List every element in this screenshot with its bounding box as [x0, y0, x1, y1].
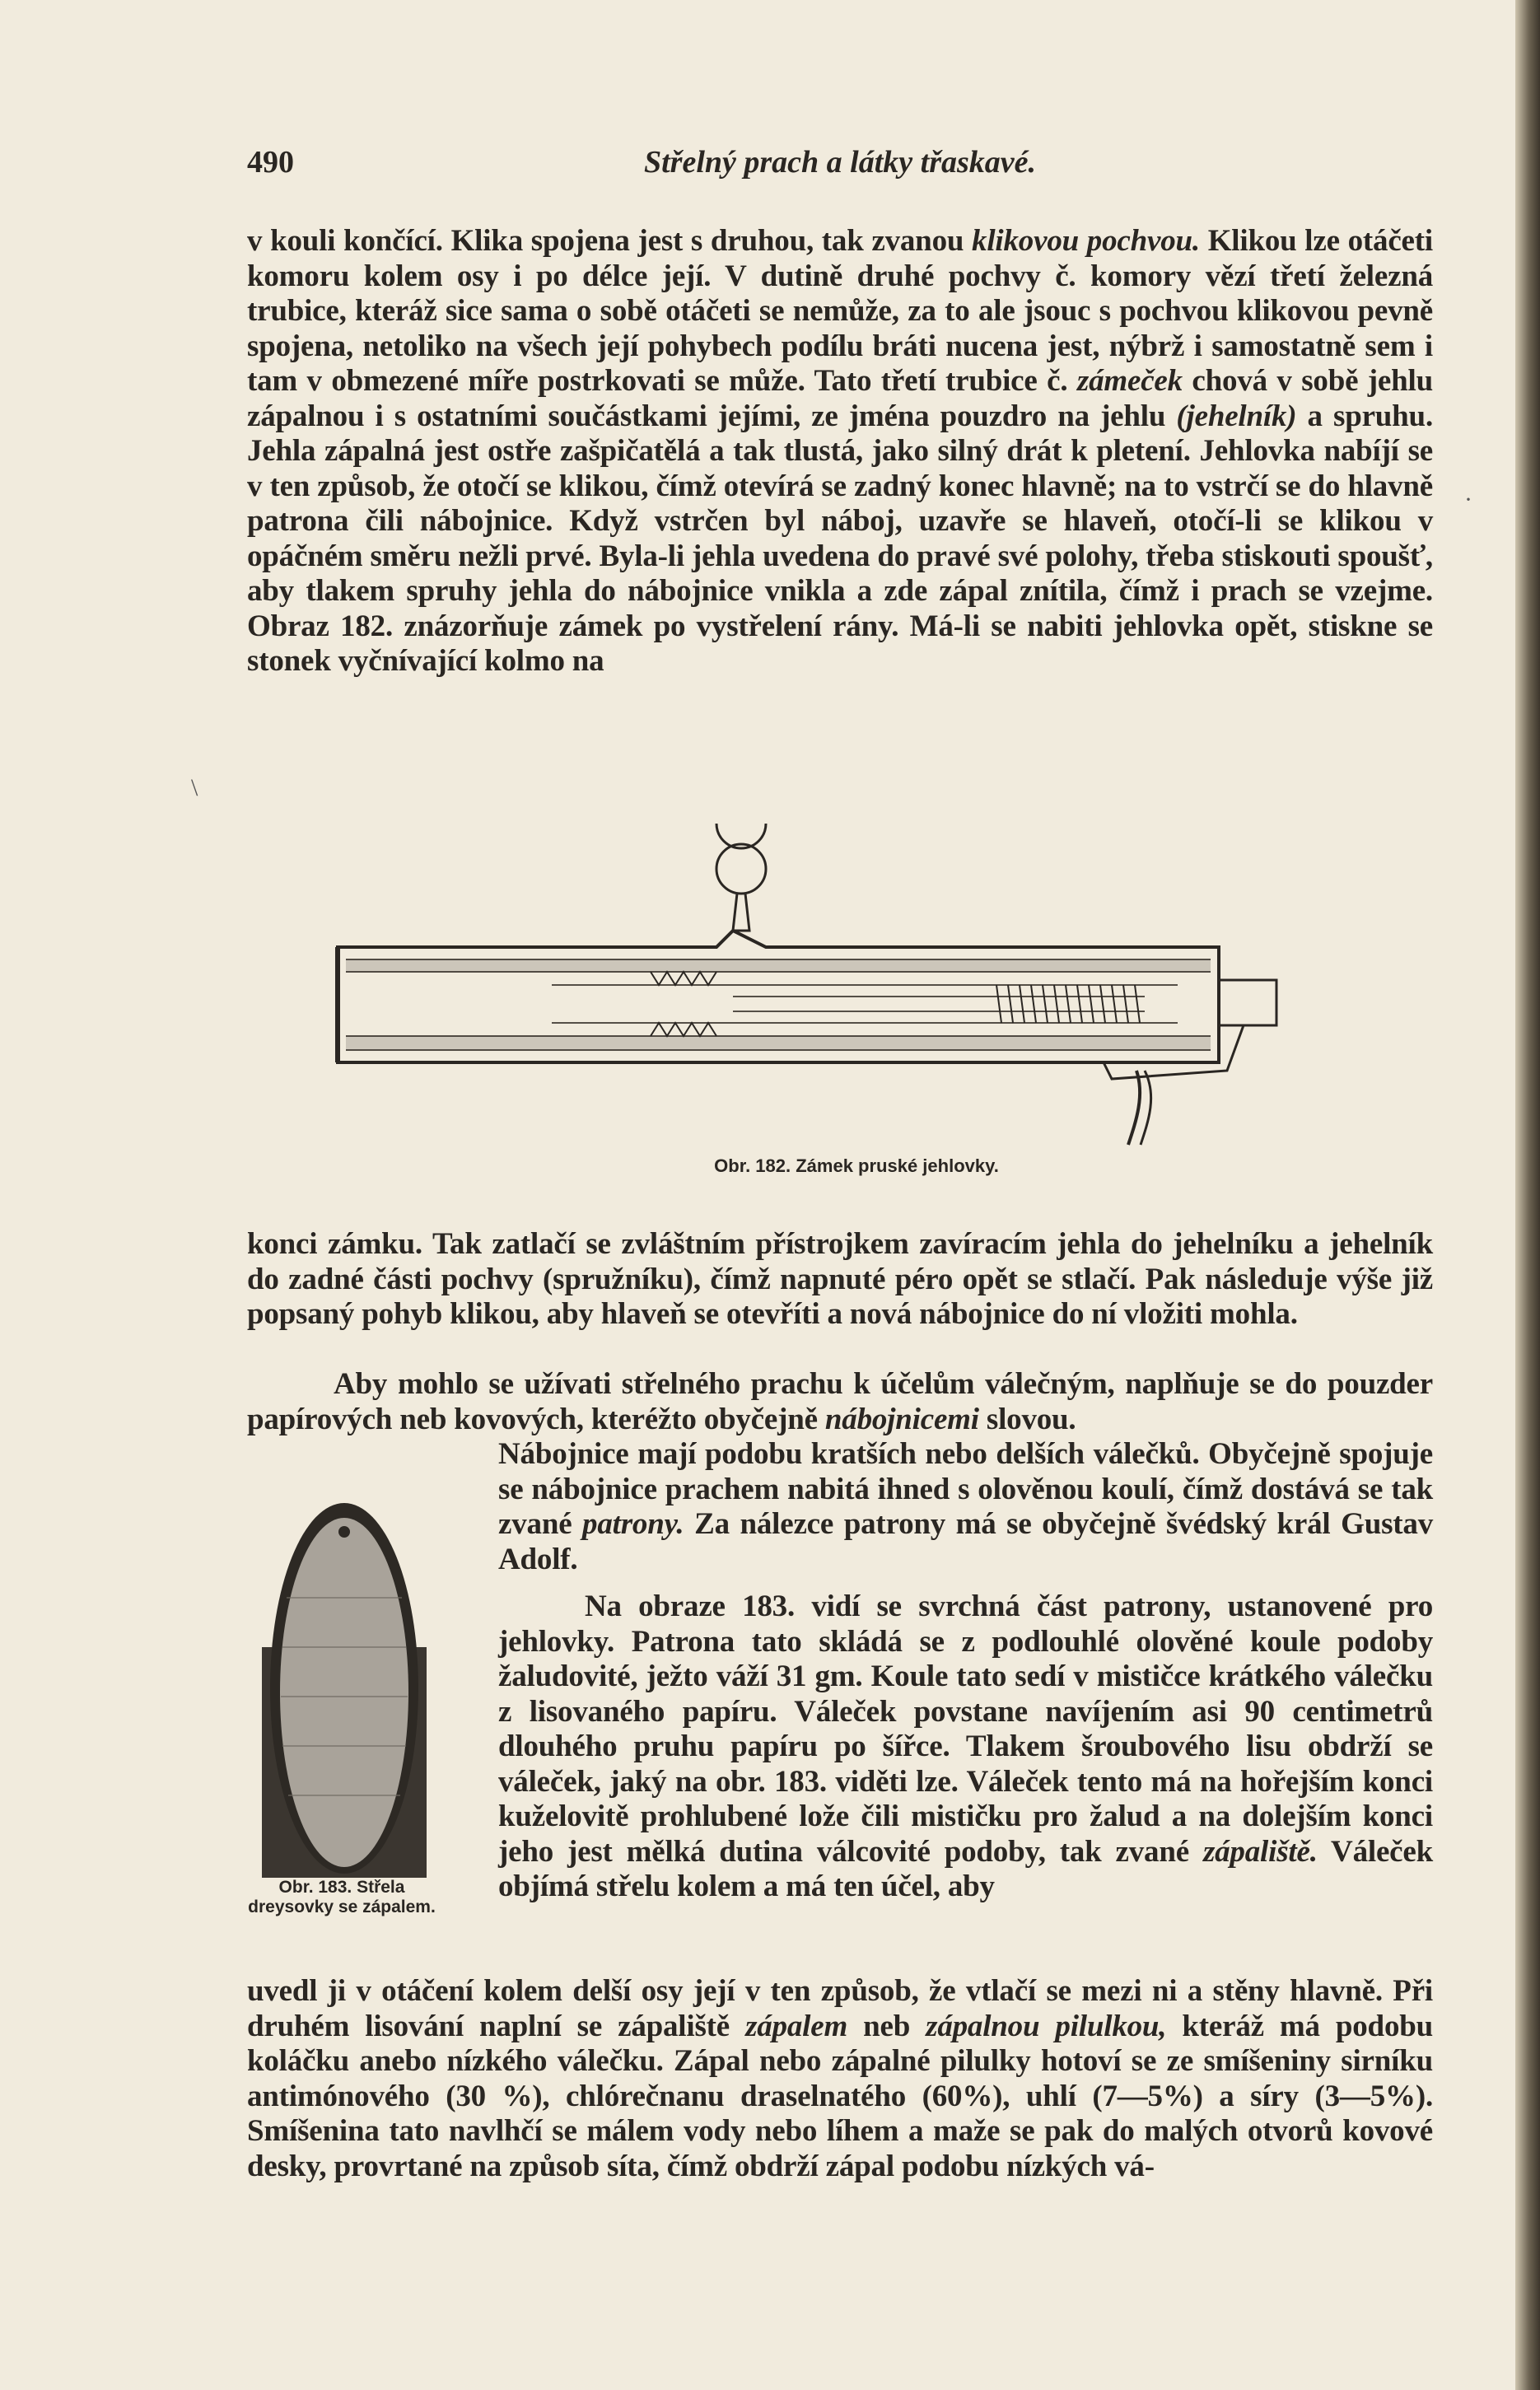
figure-183-caption: Obr. 183. Střela dreysovky se zápalem. [248, 1878, 436, 1916]
running-title: Střelný prach a látky třaskavé. [643, 145, 1037, 180]
paragraph-4 [498, 1437, 1433, 1577]
text-run: Aby mohlo se užívati střelného prachu k účelům válečným, naplňuje se do pouzder papírových neb kovových, kteréžto obyčejně [247, 1367, 1433, 1436]
italic-term: zápalem [745, 2009, 848, 2043]
italic-term: (jehelník) [1176, 399, 1297, 433]
italic-term: zápaliště. [1202, 1834, 1318, 1869]
paragraph-2: konci zámku. Tak zatlačí se zvláštním přístrojkem zavíracím jehla do jehelníku a jehelník do zadné části pochvy (spružníku), čímž napnuté péro opět se stlačí. Pak následuje výše již popsaný pohyb klikou, aby hlaveň se otevříti a nová nábojnice do ní vložiti mohla. [247, 1227, 1433, 1331]
margin-dot: · [1464, 486, 1472, 513]
text-run: Na obraze 183. vidí se svrchná část patrony, ustanovené pro jehlovky. Patrona tato skládá se z podlouhlé olověné koule podoby žaludovité, ježto váží 31 gm. Koule tato sedí v mističce krátkého válečku z lisovaného papíru. Váleček povstane navíjením asi 90 centimetrů dlouhého pruhu papíru po šířce. Tlakem šroubového lisu obdrží se váleček, jaký na obr. 183. viděti lze. Váleček tento má na hořejším konci kuželovitě prohlubené lože čili mističku pro žalud a na dolejším konci jeho jest mělká dutina válcovité podoby, tak zvané [498, 1589, 1433, 1869]
text-run: Váleček objímá střelu kolem a má ten účel, aby [498, 1834, 1434, 1903]
margin-mark: \ [191, 774, 198, 801]
text-run: Klikou lze otáčeti komoru kolem osy i po délce její. V dutině druhé pochvy č. komory vězí třetí železná trubice, kteráž sice sama o sobě otáčeti se nemůže, za to ale jsouc s pochvou klikovou pevně spojena, netoliko na všech její pohybech podílu bráti nucena jest, nýbrž i samostatně sem i tam v obmezené míře postrkovati se může. Tato třetí trubice č. [247, 224, 1433, 398]
text-run: kteráž má podobu koláčku anebo nízkého válečku. Zápal nebo zápalné pilulky hotoví se ze smíšeniny sirníku antimónového (30 %), chlórečnanu draselnatého (60%), uhlí (7—5%) a síry (3—5%). Smíšenina tato navlhčí se málem vody nebo líhem a maže se pak do malých otvorů kovové desky, provrtané na způsob síta, čímž obdrží zápal podobu nízkých vá- [247, 2009, 1433, 2183]
text-run: Nábojnice mají podobu kratších nebo delších válečků. Obyčejně spojuje se nábojnice prachem nabitá ihned s olověnou koulí, čímž dostává se tak zvané [498, 1437, 1433, 1541]
page-header [247, 144, 1433, 194]
text-run: chová v sobě jehlu zápalnou i s ostatními součástkami jejími, ze jména pouzdro na jehlu [247, 364, 1433, 433]
paragraph-3 [247, 1367, 1433, 1437]
paragraph-5 [498, 1589, 1433, 1905]
text-run: v kouli končící. Klika spojena jest s druhou, tak zvanou [247, 224, 973, 258]
paragraph-6 [247, 1974, 1433, 2184]
needle-gun-bolt-illustration [321, 824, 1301, 1149]
italic-term: nábojnicemi [824, 1402, 979, 1436]
page-number: 490 [247, 145, 294, 180]
text-run: slovou. [978, 1402, 1076, 1436]
italic-term: patrony. [582, 1507, 684, 1541]
figure-182-caption: Obr. 182. Zámek pruské jehlovky. [714, 1155, 999, 1176]
italic-term: klikovou pochvou. [972, 224, 1200, 258]
italic-term: zámeček [1076, 364, 1183, 398]
text-run: Za nálezce patrony má se obyčejně švédský král Gustav Adolf. [498, 1507, 1433, 1576]
paragraph-1 [247, 224, 1433, 679]
italic-term: zápalnou pilulkou, [926, 2009, 1167, 2043]
text-run: neb [847, 2009, 926, 2043]
text-run: a spruhu. Jehla zápalná jest ostře zašpičatělá a tak tlustá, jako silný drát k pletení. Jehlovka nabíjí se v ten způsob, že otočí se klikou, čímž otevírá se zadný konec hlavně; na to vstrčí se do hlavně patrona čili nábojnice. Když vstrčen byl náboj, uzavře se hlaveň, otočí-li se klikou v opáčném směru nežli prvé. Byla-li jehla uvedena do pravé své polohy, třeba stiskouti spoušť, aby tlakem spruhy jehla do nábojnice vnikla a zde zápal znítila, čímž i prach se vzejme. Obraz 182. znázorňuje zámek po vystřelení rány. Má-li se nabiti jehlovka opět, stiskne se stonek vyčnívající kolmo na [247, 399, 1433, 678]
dreyse-bullet-illustration [262, 1499, 427, 1878]
book-spine-shadow [1515, 0, 1540, 2390]
text-run: uvedl ji v otáčení kolem delší osy její v ten způsob, že vtlačí se mezi ni a stěny hlavně. Při druhém lisování naplní se zápaliště [247, 1974, 1433, 2043]
